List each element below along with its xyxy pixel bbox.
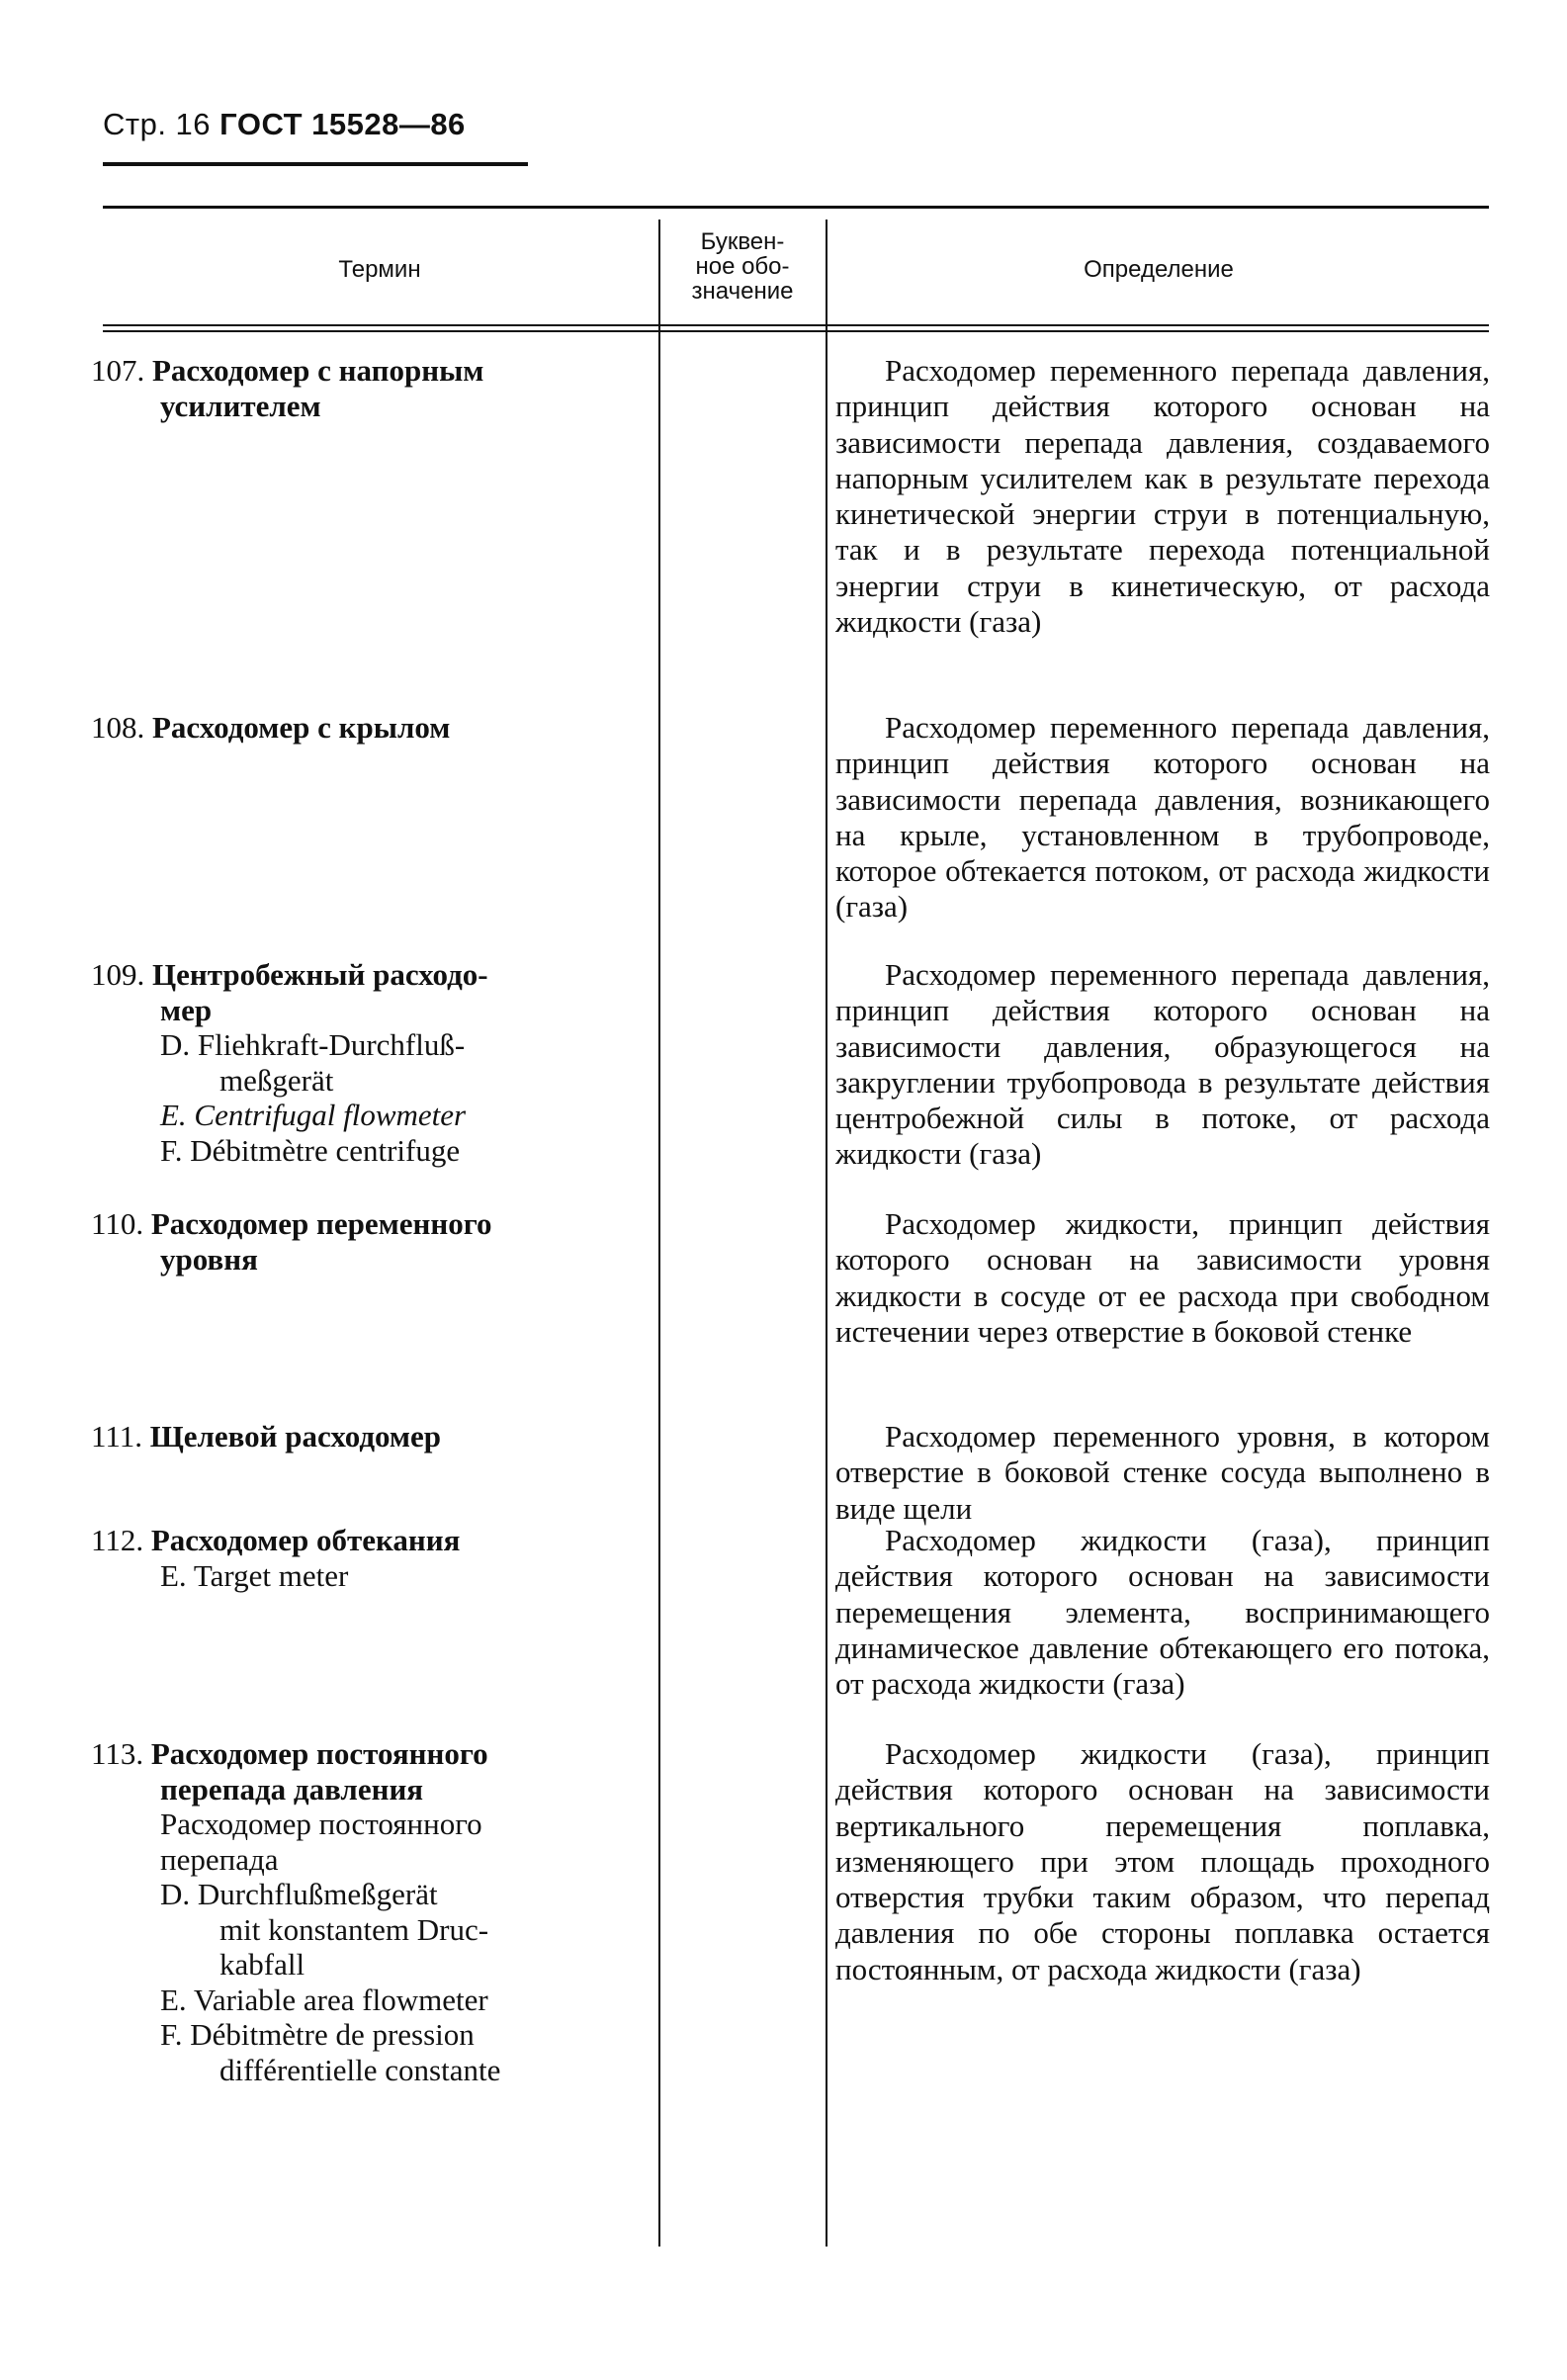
german-equivalent-cont: meßgerät — [219, 1062, 334, 1098]
letter-header-line: ное обо- — [695, 253, 790, 281]
german-equivalent-cont: kabfall — [219, 1947, 305, 1982]
term-110 — [91, 1206, 641, 1277]
definition-112: Расходомер жидкости (газа), принцип действия которого основан на зависимости перемещения элемента, воспринимающего динамическое давление обтекающего его потока, от расхода жидкости (газа) — [835, 1523, 1490, 1702]
term-title: Расходомер постоянного — [150, 1736, 488, 1771]
term-112 — [91, 1523, 641, 1593]
term-109 — [91, 957, 641, 1168]
header-underline — [103, 162, 528, 166]
definition-113: Расходомер жидкости (газа), принцип действия которого основан на зависимости вертикального перемещения поплавка, изменяющего при этом площадь проходного отверстия трубки таким образом, что перепад давления по обе стороны поплавка остается постоянным, от расхода жидкости (газа) — [835, 1736, 1490, 1986]
term-title: Расходомер с напорным — [152, 353, 484, 388]
definition-109: Расходомер переменного перепада давления, принцип действия которого основан на зависимости давления, образующегося на закруглении трубопровода в результате действия центробежной силы в потоке, от расхода жидкости (газа) — [835, 957, 1490, 1172]
letter-header-line: Буквен- — [700, 228, 785, 255]
term-title: Расходомер обтекания — [150, 1523, 461, 1557]
table-head-rule — [103, 324, 1489, 326]
german-equivalent-cont: mit konstantem Druc- — [219, 1911, 489, 1947]
term-title-cont: мер — [160, 992, 213, 1027]
french-equivalent: F. Débitmètre centrifuge — [160, 1132, 461, 1168]
term-number: 110. — [91, 1206, 144, 1241]
column-header-definition: Определение — [1084, 256, 1234, 283]
term-number: 108. — [91, 710, 145, 745]
table-top-rule — [103, 206, 1489, 209]
table-head-rule-2 — [103, 330, 1489, 332]
definition-108: Расходомер переменного перепада давления, принцип действия которого основан на зависимости перепада давления, возникающего на крыле, установленном в трубопроводе, которое обтекается потоком, от расхода жидкости (газа) — [835, 710, 1490, 925]
definition-107: Расходомер переменного перепада давления, принцип действия которого основан на зависимости перепада давления, создаваемого напорным усилителем как в результате перехода кинетической энергии струи в потенциальную, так и в результате перехода потенциальной энергии струи в кинетическую, от расхода жидкости (газа) — [835, 353, 1490, 640]
definition-110: Расходомер жидкости, принцип действия которого основан на зависимости уровня жидкости в сосуде от ее расхода при свободном истечении через отверстие в боковой стенке — [835, 1206, 1490, 1349]
term-title: Центробежный расходо- — [152, 957, 488, 992]
term-title-cont: уровня — [160, 1241, 258, 1277]
french-equivalent-cont: différentielle constante — [219, 2052, 501, 2087]
english-equivalent: E. Variable area flowmeter — [160, 1982, 488, 2017]
term-number: 107. — [91, 353, 145, 388]
term-number: 109. — [91, 957, 145, 992]
column-divider-left — [658, 220, 660, 2247]
standard-number: ГОСТ 15528—86 — [219, 107, 466, 141]
term-title-cont: перепада давления — [160, 1771, 424, 1807]
english-equivalent: E. Target meter — [160, 1557, 349, 1593]
german-equivalent: D. Durchflußmeßgerät — [160, 1877, 438, 1911]
french-equivalent: F. Débitmètre de pression — [160, 2017, 475, 2052]
term-113 — [91, 1736, 641, 2087]
synonym-cont: перепада — [160, 1841, 279, 1877]
english-equivalent: E. Centrifugal flowmeter — [160, 1098, 467, 1132]
term-number: 111. — [91, 1419, 142, 1454]
german-equivalent: D. Fliehkraft-Durchfluß- — [160, 1027, 466, 1062]
term-number: 112. — [91, 1523, 144, 1557]
term-number: 113. — [91, 1736, 144, 1771]
term-107 — [91, 353, 641, 423]
term-title-cont: усилителем — [160, 388, 321, 423]
term-111 — [91, 1419, 641, 1454]
page-label: Стр. 16 — [103, 107, 212, 141]
term-108 — [91, 710, 641, 746]
page-header — [103, 107, 466, 142]
column-header-letter — [660, 229, 825, 305]
term-title: Расходомер переменного — [150, 1206, 492, 1241]
term-title: Щелевой расходомер — [149, 1419, 442, 1454]
synonym: Расходомер постоянного — [160, 1807, 482, 1841]
column-header-term: Термин — [338, 256, 421, 283]
term-title: Расходомер с крылом — [152, 710, 451, 745]
definition-111: Расходомер переменного уровня, в котором отверстие в боковой стенке сосуда выполнено в виде щели — [835, 1419, 1490, 1526]
column-divider-right — [826, 220, 827, 2247]
letter-header-line: значение — [691, 278, 794, 306]
